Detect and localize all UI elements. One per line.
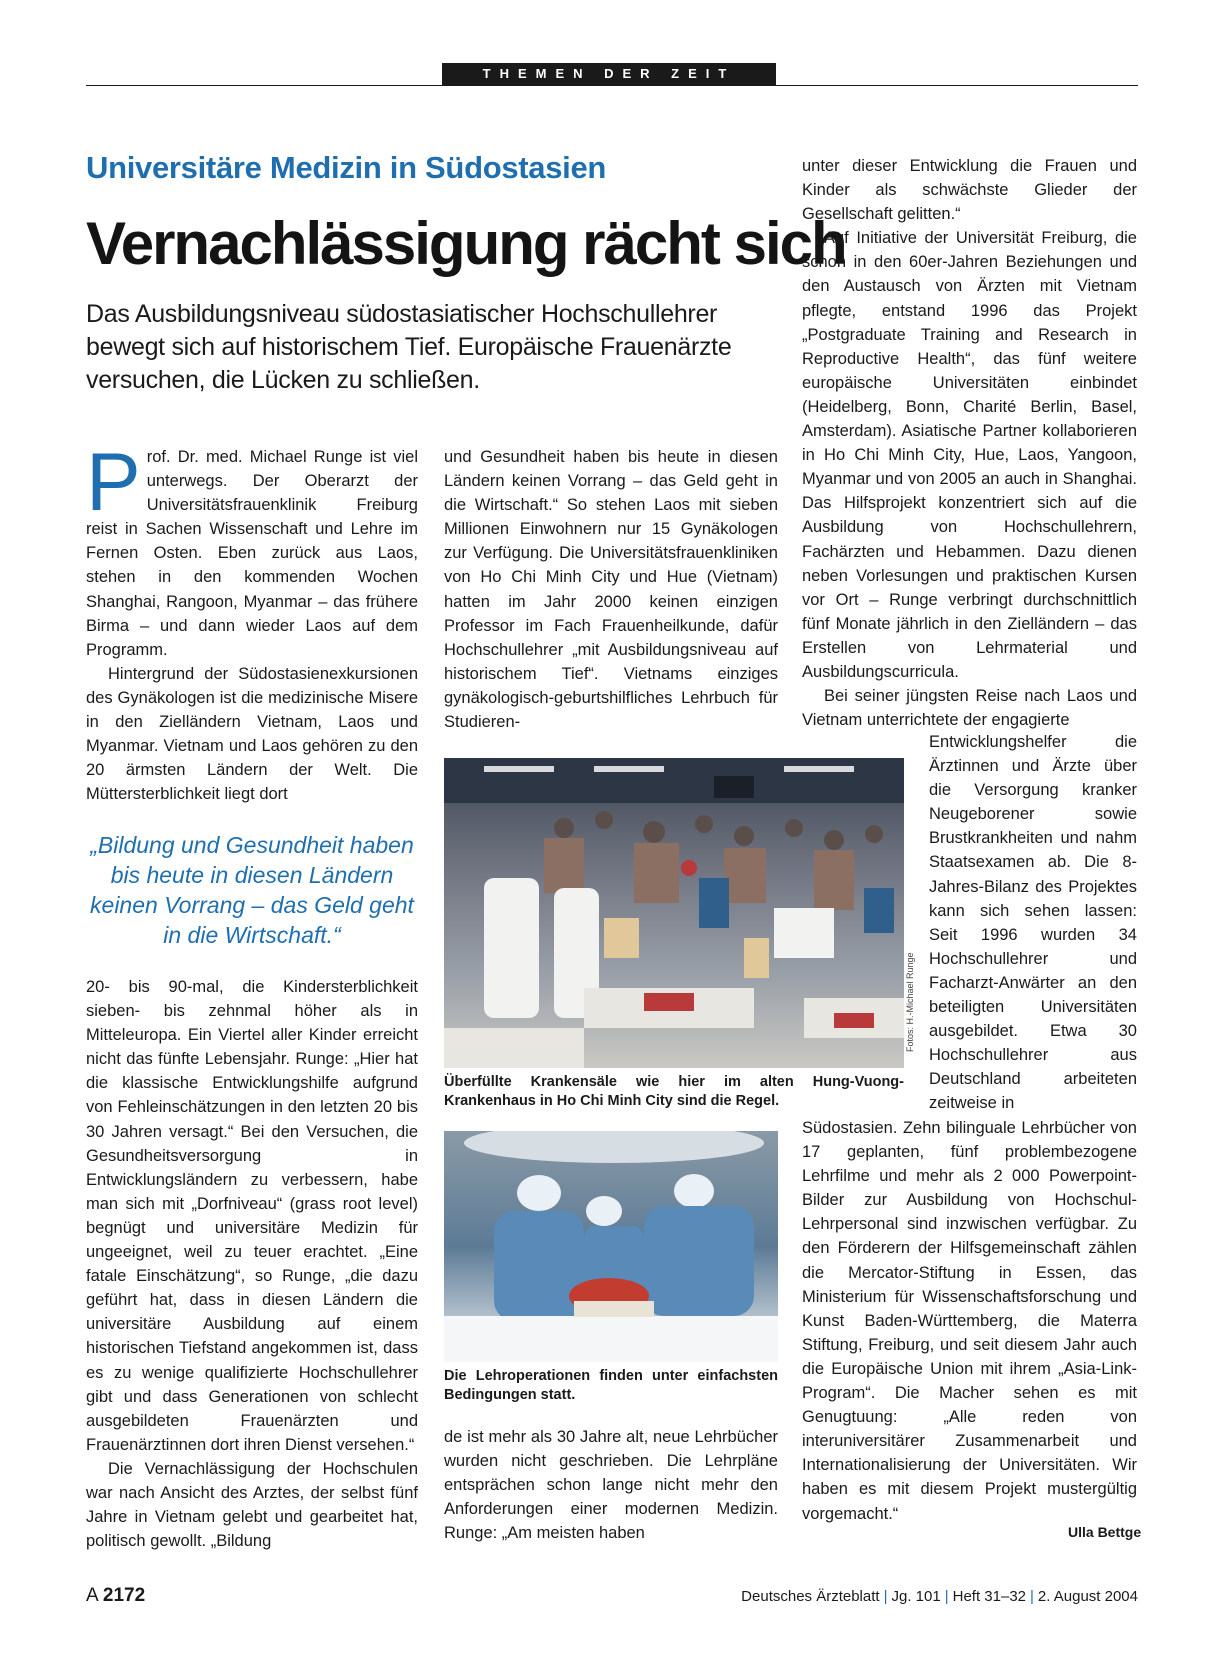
column-2-top (444, 445, 778, 734)
page-number (86, 1585, 145, 1607)
page-footer (86, 1585, 1138, 1609)
page-prefix: A (86, 1585, 98, 1606)
journal-info (741, 1588, 1138, 1605)
separator: | (1030, 1588, 1034, 1605)
column-3-wrap (929, 730, 1137, 1116)
hospital-ward-photo (444, 758, 904, 1068)
paragraph: unter dieser Entwicklung die Frauen und Kinder als schwächste Glieder der Gesellschaft gelitten.“ (802, 157, 1137, 224)
paragraph: und Gesundheit haben bis heute in diesen Ländern keinen Vorrang – das Geld geht in die Wirtschaft.“ So stehen Laos mit sieben Millionen Einwohnern nur 15 Gynäkologen zur Verfügung. Die Universitätsfrauenkliniken von Ho Chi Minh City und Hue (Vietnam) hatten im Jahr 2000 keinen einzigen Professor im Fach Frauenheilkunde, dafür Hochschullehrer „mit Ausbildungsniveau auf historischem Tief“. Vietnams einziges gynäkologisch-geburtshilfliches Lehrbuch für Studieren- (444, 448, 778, 732)
section-label: THEMEN DER ZEIT (442, 63, 776, 85)
pull-quote: „Bildung und Gesundheit haben bis heute in diesen Ländern keinen Vorrang – das Geld geht in die Wirtschaft.“ (90, 832, 414, 948)
article-lead: Das Ausbildungsniveau südostasiatischer Hochschullehrer bewegt sich auf historischem Tief. Europäische Frauenärzte versuchen, die Lücken zu schließen. (86, 300, 732, 394)
paragraph: Hintergrund der Südostasienexkursionen des Gynäkologen ist die medizinische Misere in den Zielländern Vietnam, Laos und Myanmar. Vietnam und Laos gehören zu den 20 ärmsten Ländern der Welt. Die Müttersterblichkeit liegt dort (86, 664, 418, 804)
column-1-top (86, 437, 418, 806)
paragraph: Entwicklungshelfer die Ärztinnen und Ärzte über die Versorgung kranker Neugeborener sowie Brustkrankheiten und nahm Staatsexamen ab. Die 8-Jahres-Bilanz des Projektes kann sich sehen lassen: Seit 1996 wurden 34 Hochschullehrer und Facharzt-Anwärter an den beteiligten Universitäten ausgebildet. Etwa 30 Hochschullehrer aus Deutschland arbeiteten zeitweise in (929, 733, 1137, 1113)
separator: | (883, 1588, 888, 1605)
journal-date: 2. August 2004 (1037, 1588, 1138, 1605)
column-3-bottom (802, 1116, 1137, 1526)
paragraph: Prof. Dr. med. Michael Runge ist viel unterwegs. Der Oberarzt der Universitätsfrauenklinik Freiburg reist in Sachen Wissenschaft und Lehre im Fernen Osten. Eben zurück aus Laos, stehen in den kommenden Wochen Shanghai, Rangoon, Myanmar – das frühere Birma – und dann wieder Laos auf dem Programm. (86, 437, 418, 659)
article-kicker: Universitäre Medizin in Südostasien (86, 150, 607, 185)
column-2-bottom (444, 1425, 778, 1545)
separator: | (944, 1588, 949, 1605)
surgery-photo (444, 1131, 778, 1362)
column-3-top (802, 154, 1137, 732)
photo-caption: Überfüllte Krankensäle wie hier im alten Hung-Vuong-Krankenhaus in Ho Chi Minh City sind die Regel. (444, 1074, 904, 1109)
journal-issue: Heft 31–32 (952, 1588, 1026, 1605)
paragraph: Südostasien. Zehn bilinguale Lehrbücher von 17 geplanten, fünf problembezogene Lehrfilme und mehr als 2 000 Powerpoint-Bilder zur Ausbildung von Hochschul-Lehrpersonal sind inzwischen verfügbar. Zu den Förderern der Hilfsgemeinschaft zählen die Mercator-Stiftung in Essen, das Ministerium für Wissenschaftsforschung und Kunst Baden-Württemberg, die Materra Stiftung, Freiburg, und seit diesem Jahr auch die Europäische Union mit ihrem „Asia-Link-Program“. Die Macher sehen es mit Genugtuung: „Alle reden von interuniversitärer Zusammenarbeit und Internationalisierung der Universitäten. Wir haben es mit diesem Projekt mustergültig vorgemacht.“ (802, 1119, 1137, 1523)
journal-volume: Jg. 101 (891, 1588, 941, 1605)
column-1-bottom (86, 975, 418, 1553)
photo-caption: Die Lehroperationen finden unter einfachsten Bedingungen statt. (444, 1368, 778, 1403)
paragraph: Auf Initiative der Universität Freiburg, die schon in den 60er-Jahren Beziehungen und den Austausch von Ärzten mit Vietnam pflegte, entstand 1996 das Projekt „Postgraduate Training and Research in Reproductive Health“, das fünf weitere europäische Universitäten einbindet (Heidelberg, Bonn, Charité Berlin, Basel, Amsterdam). Asiatische Partner kollaborieren in Ho Chi Minh City, Hue, Laos, Yangoon, Myanmar und von 2005 an auch in Shanghai. Das Hilfsprojekt konzentriert sich auf die Ausbildung von Hochschullehrern, Fachärzten und Hebammen. Dazu dienen neben Vorlesungen und praktischen Kursen vor Ort – Runge verbringt durchschnittlich fünf Monate jährlich in den Zielländern – das Erstellen von Lehrmaterial und Ausbildungscurricula. (802, 229, 1137, 681)
page-number-value: 2172 (102, 1585, 146, 1606)
paragraph: de ist mehr als 30 Jahre alt, neue Lehrbücher wurden nicht geschrieben. Die Lehrpläne entsprächen schon lange nicht mehr den Anforderungen einer modernen Medizin. Runge: „Am meisten haben (444, 1428, 778, 1543)
paragraph: 20- bis 90-mal, die Kindersterblichkeit sieben- bis zehnmal höher als in Mitteleuropa. Ein Viertel aller Kinder erreicht nicht das fünfte Lebensjahr. Runge: „Hier hat die klassische Entwicklungshilfe aufgrund von Fehleinschätzungen in den letzten 20 bis 30 Jahren versagt.“ Bei den Versuchen, die Gesundheitsversorgung in Entwicklungsländern zu verbessern, habe man sich mit „Dorfniveau“ (grass root level) begnügt und universitäre Medizin für ungeeignet, weil zu teuer erachtet. „Eine fatale Einschätzung“, so Runge, „die dazu geführt hat, dass in diesen Ländern die universitäre Ausbildung auf einem historischen Tiefstand angekommen ist, dass es zu wenige qualifizierte Hochschullehrer gibt und dass Generationen von schlecht ausgebildeten Frauenärzten und Frauenärztinnen dort ihren Dienst versehen.“ (86, 978, 418, 1454)
paragraph: Bei seiner jüngsten Reise nach Laos und Vietnam unterrichtete der engagierte (802, 687, 1137, 730)
article-headline: Vernachlässigung rächt sich (86, 210, 846, 277)
photo-credit: Fotos: H.-Michael Runge (905, 952, 915, 1052)
journal-name: Deutsches Ärzteblatt (741, 1588, 880, 1605)
paragraph: Die Vernachlässigung der Hochschulen war nach Ansicht des Arztes, der selbst fünf Jahre in Vietnam gelebt und gearbeitet hat, politisch gewollt. „Bildung (86, 1459, 418, 1551)
header-rule (86, 85, 1138, 86)
author-byline: Ulla Bettge (1068, 1524, 1142, 1540)
